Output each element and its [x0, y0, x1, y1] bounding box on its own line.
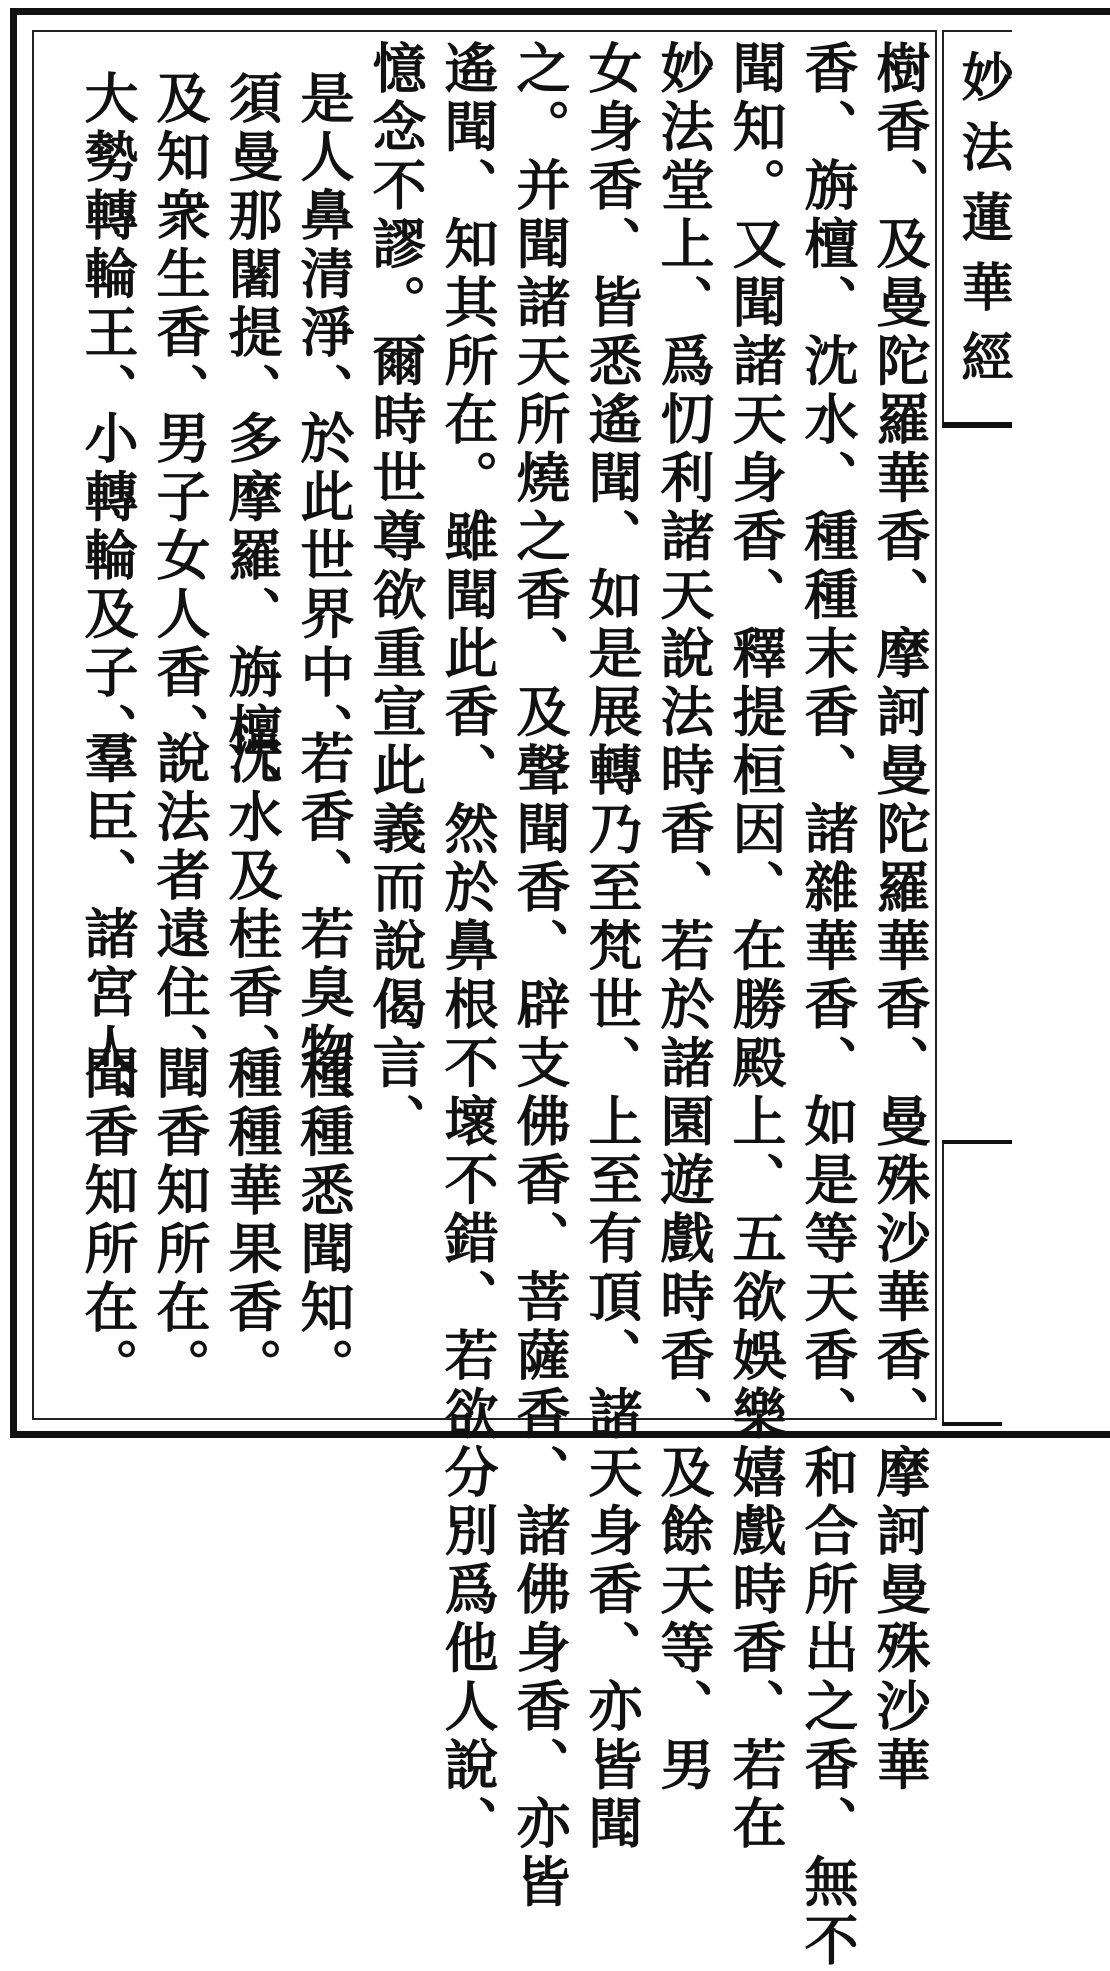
prose-column: 香、旃檀、沈水、種種末香、諸雜華香、如是等天香、和合所出之香、無不	[796, 40, 860, 1971]
verse-phrase: 於此世界中、	[292, 410, 356, 761]
book-title: 妙法蓮華經	[952, 50, 1013, 400]
prose-column: 遙聞、知其所在。雖聞此香、然於鼻根不壞不錯、若欲分別爲他人說、	[436, 40, 500, 1854]
text-body	[44, 40, 934, 1971]
prose-column: 之。并聞諸天所燒之香、及聲聞香、辟支佛香、菩薩香、諸佛身香、亦皆	[508, 40, 572, 1912]
verse-phrase: 沈水及桂香、	[220, 730, 284, 1081]
margin-rule	[942, 1422, 1002, 1426]
verse-phrase: 多摩羅、旃檀、	[220, 410, 284, 820]
verse-phrase: 羣臣、諸宮人、	[76, 730, 140, 1140]
running-header	[942, 30, 1012, 428]
prose-column: 聞知。又聞諸天身香、釋提桓因、在勝殿上、五欲娛樂嬉戲時香、若在	[724, 40, 788, 1854]
prose-column: 憶念不謬。爾時世尊欲重宣此義而說偈言、	[364, 40, 428, 1152]
verse-phrase: 說法者遠住、	[148, 730, 212, 1081]
verse-phrase: 聞香知所在。	[148, 1045, 212, 1396]
verse-phrase: 須曼那闍提、	[220, 70, 284, 421]
margin-box	[942, 1140, 1012, 1422]
prose-column: 樹香、及曼陀羅華香、摩訶曼陀羅華香、曼殊沙華香、摩訶曼殊沙華	[868, 40, 932, 1795]
verse-phrase: 及知衆生香、	[148, 70, 212, 421]
prose-column: 妙法堂上、爲忉利諸天說法時香、若於諸園遊戲時香、及餘天等、男	[652, 40, 716, 1795]
verse-phrase: 若香、若臭物、	[292, 730, 356, 1140]
verse-phrase: 是人鼻清淨、	[292, 70, 356, 421]
verse-phrase: 大勢轉輪王、	[76, 70, 140, 421]
verse-phrase: 種種華果香。	[220, 1045, 284, 1396]
verse-phrase: 聞香知所在。	[76, 1045, 140, 1396]
verse-phrase: 男子女人香、	[148, 410, 212, 761]
verse-phrase: 小轉輪及子、	[76, 410, 140, 761]
prose-column: 女身香、皆悉遙聞、如是展轉乃至梵世、上至有頂、諸天身香、亦皆聞	[580, 40, 644, 1854]
verse-phrase: 種種悉聞知。	[292, 1045, 356, 1396]
